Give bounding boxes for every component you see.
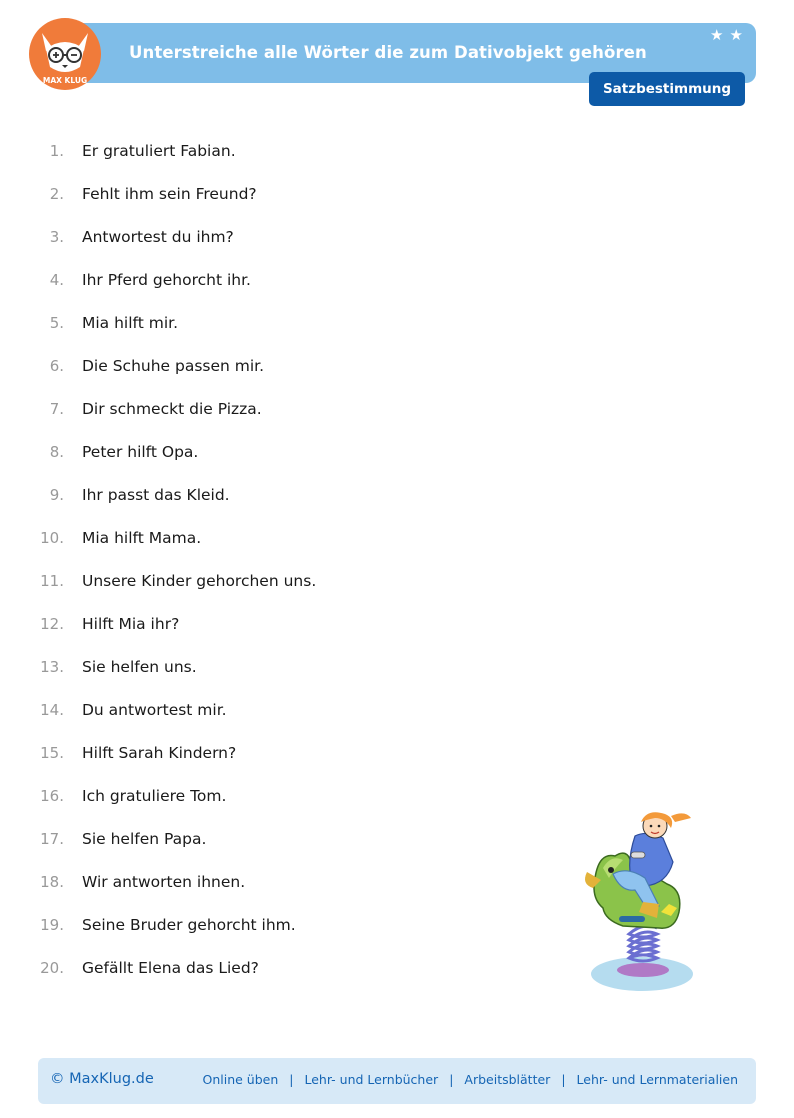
exercise-number: 18.	[40, 873, 64, 891]
exercise-sentence: Seine Bruder gehorcht ihm.	[82, 916, 296, 934]
child-on-spring-rider-illustration	[575, 808, 710, 998]
exercise-sentence: Ihr Pferd gehorcht ihr.	[82, 271, 251, 289]
exercise-item	[0, 311, 794, 335]
exercise-item	[0, 698, 794, 722]
footer-separator: |	[449, 1072, 454, 1087]
exercise-sentence: Hilft Sarah Kindern?	[82, 744, 237, 762]
exercise-sentence: Ich gratuliere Tom.	[82, 787, 227, 805]
star-icon: ★	[729, 26, 743, 44]
exercise-number: 7.	[49, 400, 64, 418]
exercise-sentence: Wir antworten ihnen.	[82, 873, 246, 891]
footer-link-arbeitsblaetter[interactable]: Arbeitsblätter	[464, 1072, 551, 1087]
exercise-number: 6.	[49, 357, 64, 375]
difficulty-rating	[710, 26, 743, 44]
exercise-sentence: Dir schmeckt die Pizza.	[82, 400, 262, 418]
exercise-number: 14.	[40, 701, 64, 719]
maxklug-logo	[28, 17, 102, 91]
exercise-number: 13.	[40, 658, 64, 676]
exercise-sentence: Die Schuhe passen mir.	[82, 357, 265, 375]
page-title: Unterstreiche alle Wörter die zum Dativobjekt gehören	[129, 43, 647, 62]
copyright-link[interactable]: © MaxKlug.de	[50, 1071, 154, 1087]
exercise-sentence: Er gratuliert Fabian.	[82, 142, 236, 160]
topic-badge: Satzbestimmung	[589, 72, 745, 106]
exercise-item	[0, 139, 794, 163]
exercise-item	[0, 741, 794, 765]
footer-separator: |	[289, 1072, 294, 1087]
exercise-number: 4.	[49, 271, 64, 289]
exercise-sentence: Hilft Mia ihr?	[82, 615, 180, 633]
footer	[38, 1058, 756, 1104]
exercise-item	[0, 225, 794, 249]
exercise-number: 9.	[49, 486, 64, 504]
exercise-item	[0, 268, 794, 292]
exercise-sentence: Ihr passt das Kleid.	[82, 486, 230, 504]
exercise-number: 15.	[40, 744, 64, 762]
exercise-item	[0, 526, 794, 550]
exercise-number: 17.	[40, 830, 64, 848]
exercise-item	[0, 397, 794, 421]
footer-link-lehr-und-lernbuecher[interactable]: Lehr- und Lernbücher	[304, 1072, 439, 1087]
exercise-sentence: Mia hilft Mama.	[82, 529, 202, 547]
exercise-sentence: Sie helfen uns.	[82, 658, 197, 676]
exercise-number: 2.	[49, 185, 64, 203]
exercise-item	[0, 569, 794, 593]
footer-links	[203, 1072, 739, 1087]
exercise-sentence: Antwortest du ihm?	[82, 228, 234, 246]
exercise-sentence: Unsere Kinder gehorchen uns.	[82, 572, 317, 590]
exercise-sentence: Sie helfen Papa.	[82, 830, 207, 848]
footer-link-online-ueben[interactable]: Online üben	[202, 1072, 279, 1087]
svg-text:MAX KLUG: MAX KLUG	[42, 76, 88, 85]
exercise-number: 10.	[40, 529, 64, 547]
exercise-number: 1.	[49, 142, 64, 160]
exercise-item	[0, 612, 794, 636]
exercise-number: 5.	[49, 314, 64, 332]
exercise-sentence: Fehlt ihm sein Freund?	[82, 185, 257, 203]
exercise-item	[0, 354, 794, 378]
exercise-sentence: Du antwortest mir.	[82, 701, 227, 719]
footer-link-lehr-und-lernmaterialien[interactable]: Lehr- und Lernmaterialien	[576, 1072, 738, 1087]
exercise-item	[0, 784, 794, 808]
star-icon: ★	[710, 26, 724, 44]
exercise-sentence: Mia hilft mir.	[82, 314, 179, 332]
exercise-number: 20.	[40, 959, 64, 977]
exercise-number: 8.	[49, 443, 64, 461]
exercise-number: 11.	[40, 572, 64, 590]
exercise-number: 19.	[40, 916, 64, 934]
exercise-number: 16.	[40, 787, 64, 805]
exercise-item	[0, 182, 794, 206]
exercise-item	[0, 655, 794, 679]
exercise-number: 3.	[49, 228, 64, 246]
exercise-item	[0, 483, 794, 507]
exercise-number: 12.	[40, 615, 64, 633]
footer-separator: |	[561, 1072, 566, 1087]
exercise-sentence: Peter hilft Opa.	[82, 443, 199, 461]
exercise-sentence: Gefällt Elena das Lied?	[82, 959, 259, 977]
exercise-item	[0, 440, 794, 464]
